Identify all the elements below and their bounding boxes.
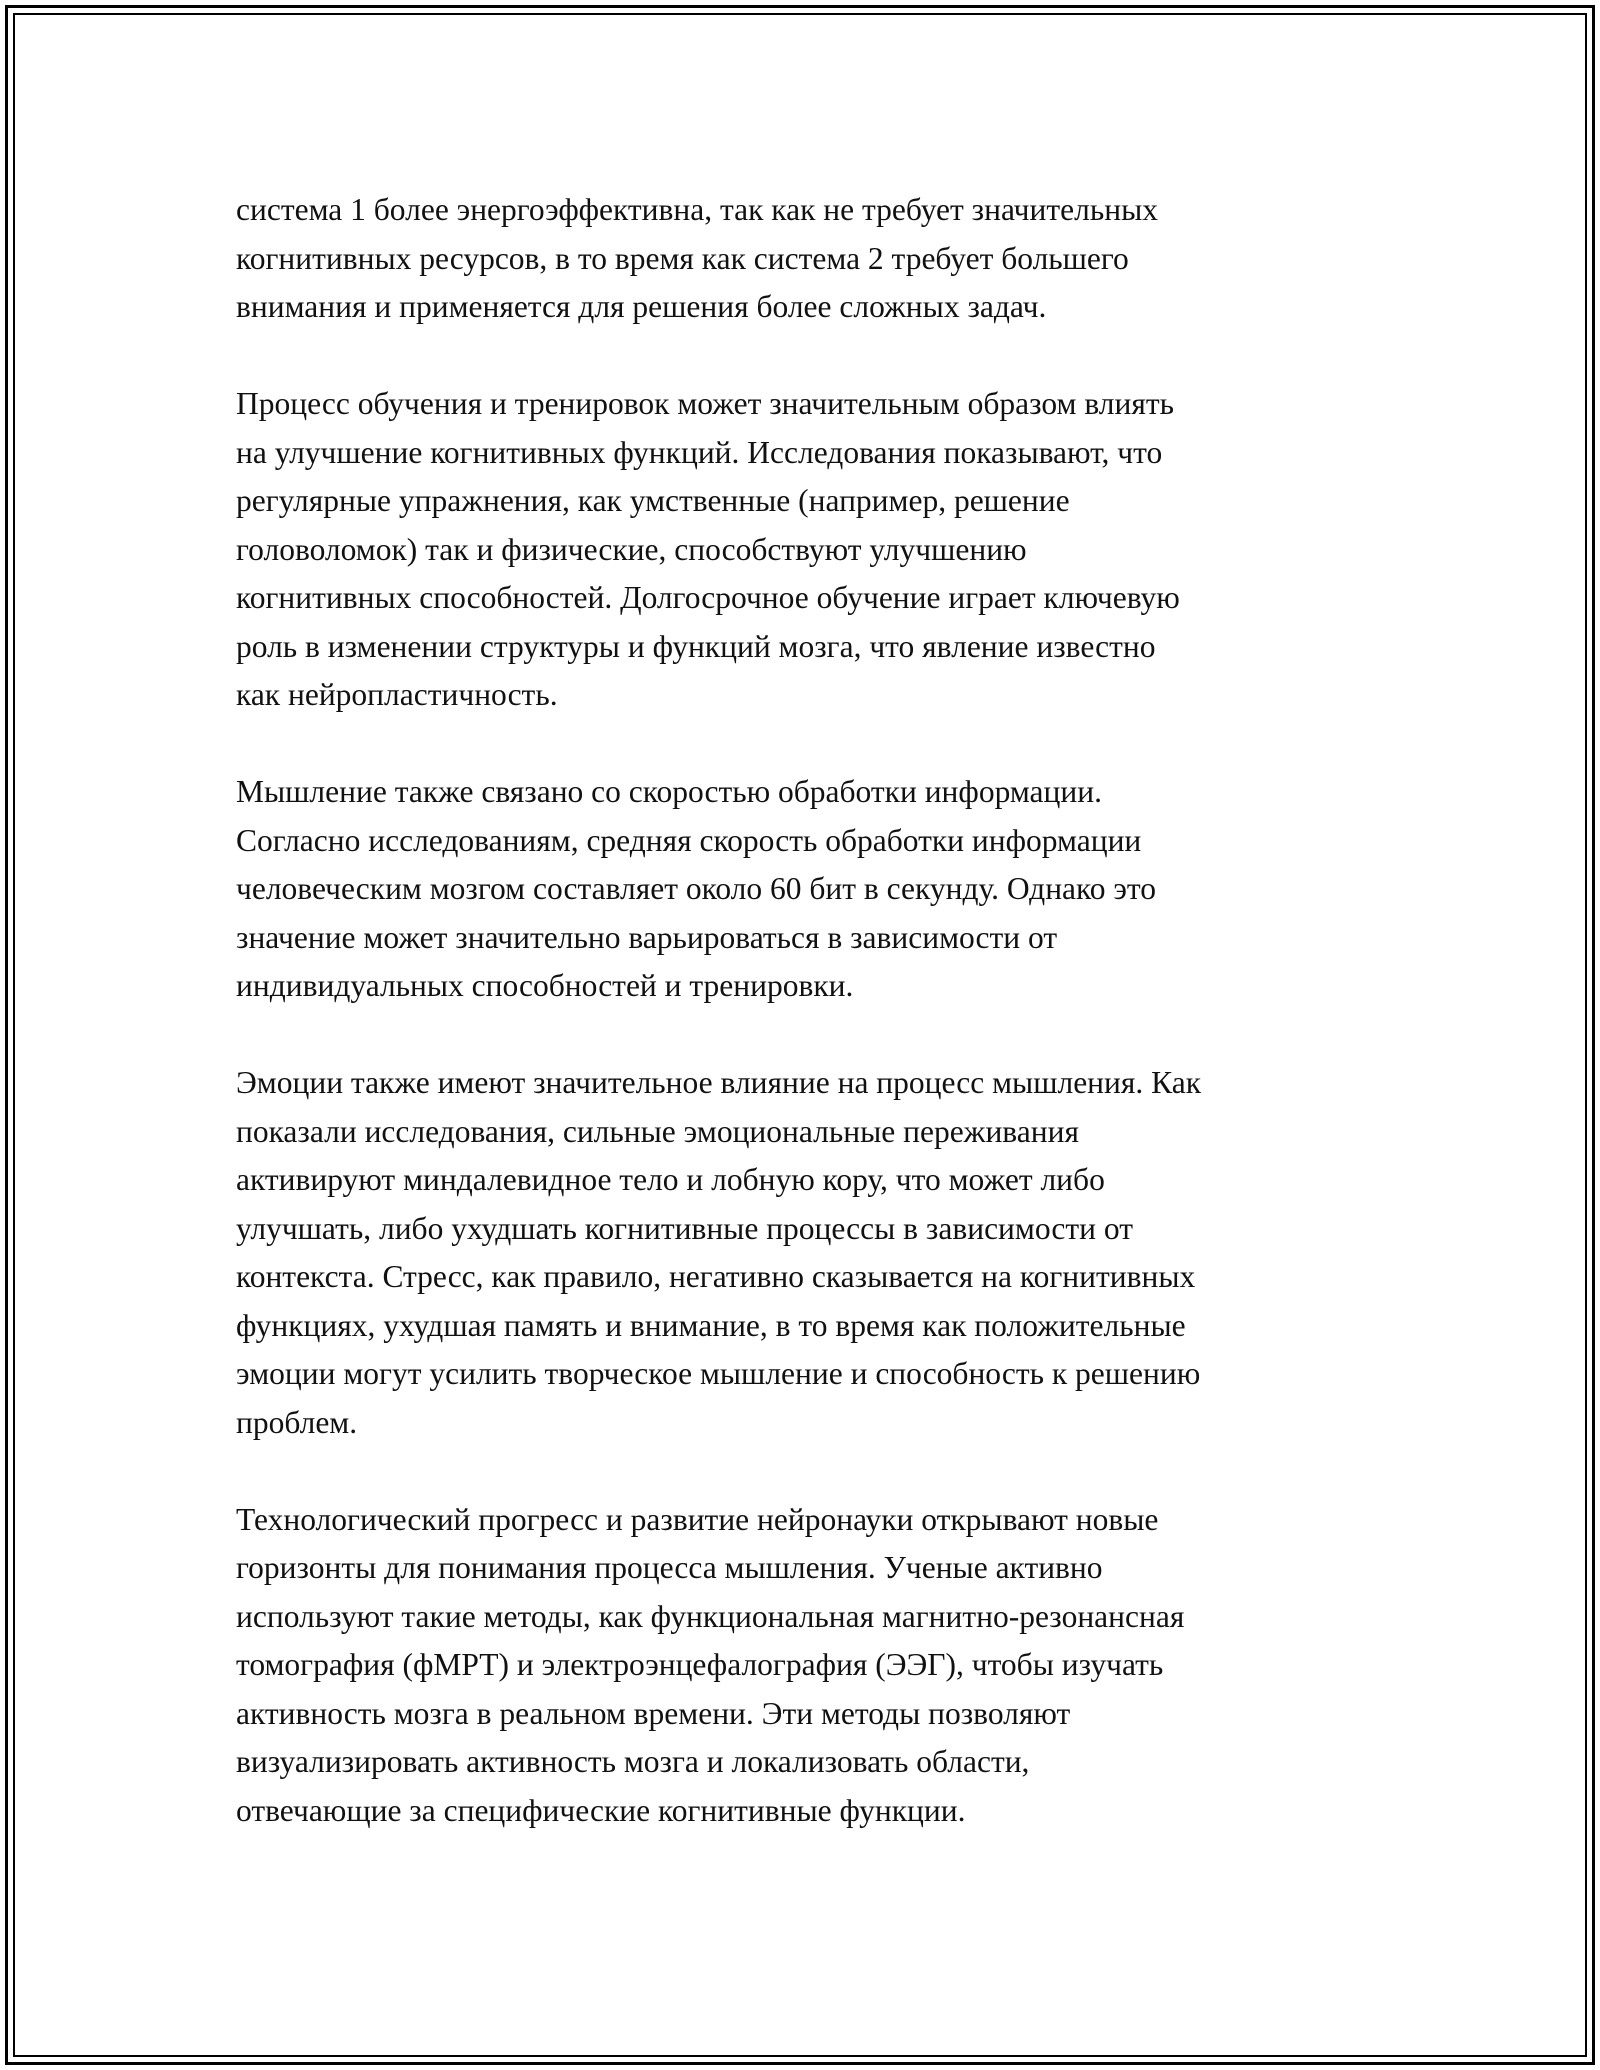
paragraph-learning-training: Процесс обучения и тренировок может значительным образом влиять на улучшение когнитивных функций. Исследования показывают, что регулярные упражнения, как умственные (например, решение головоломок) так и физические, способствуют улучшению когнитивных способностей. Долгосрочное обучение играет ключевую роль в изменении структуры и функций мозга, что явление известно как нейропластичность. bbox=[236, 386, 1180, 712]
paragraph-neuroscience: Технологический прогресс и развитие нейронауки открывают новые горизонты для понимания процесса мышления. Ученые активно используют такие методы, как функциональная магнитно-резонансная томография (фМРТ) и электроэнцефалография (ЭЭГ), чтобы изучать активность мозга в реальном времени. Эти методы позволяют визуализировать активность мозга и локализовать области, отвечающие за специфические когнитивные функции. bbox=[236, 1501, 1185, 1828]
paragraph-emotions: Эмоции также имеют значительное влияние на процесс мышления. Как показали исследования, сильные эмоциональные переживания активируют миндалевидное тело и лобную кору, что может либо улучшать, либо ухудшать когнитивные процессы в зависимости от контекста. Стресс, как правило, негативно сказывается на когнитивных функциях, ухудшая память и внимание, в то время как положительные эмоции могут усилить творческое мышление и способность к решению проблем. bbox=[236, 1065, 1202, 1440]
document-body bbox=[236, 186, 1386, 1835]
paragraph-system-efficiency: система 1 более энергоэффективна, так как не требует значительных когнитивных ресурсов, в то время как система 2 требует большего внимания и применяется для решения более сложных задач. bbox=[236, 192, 1158, 324]
paragraph-processing-speed: Мышление также связано со скоростью обработки информации. Согласно исследованиям, средняя скорость обработки информации человеческим мозгом составляет около 60 бит в секунду. Однако это значение может значительно варьироваться в зависимости от индивидуальных способностей и тренировки. bbox=[236, 774, 1156, 1003]
